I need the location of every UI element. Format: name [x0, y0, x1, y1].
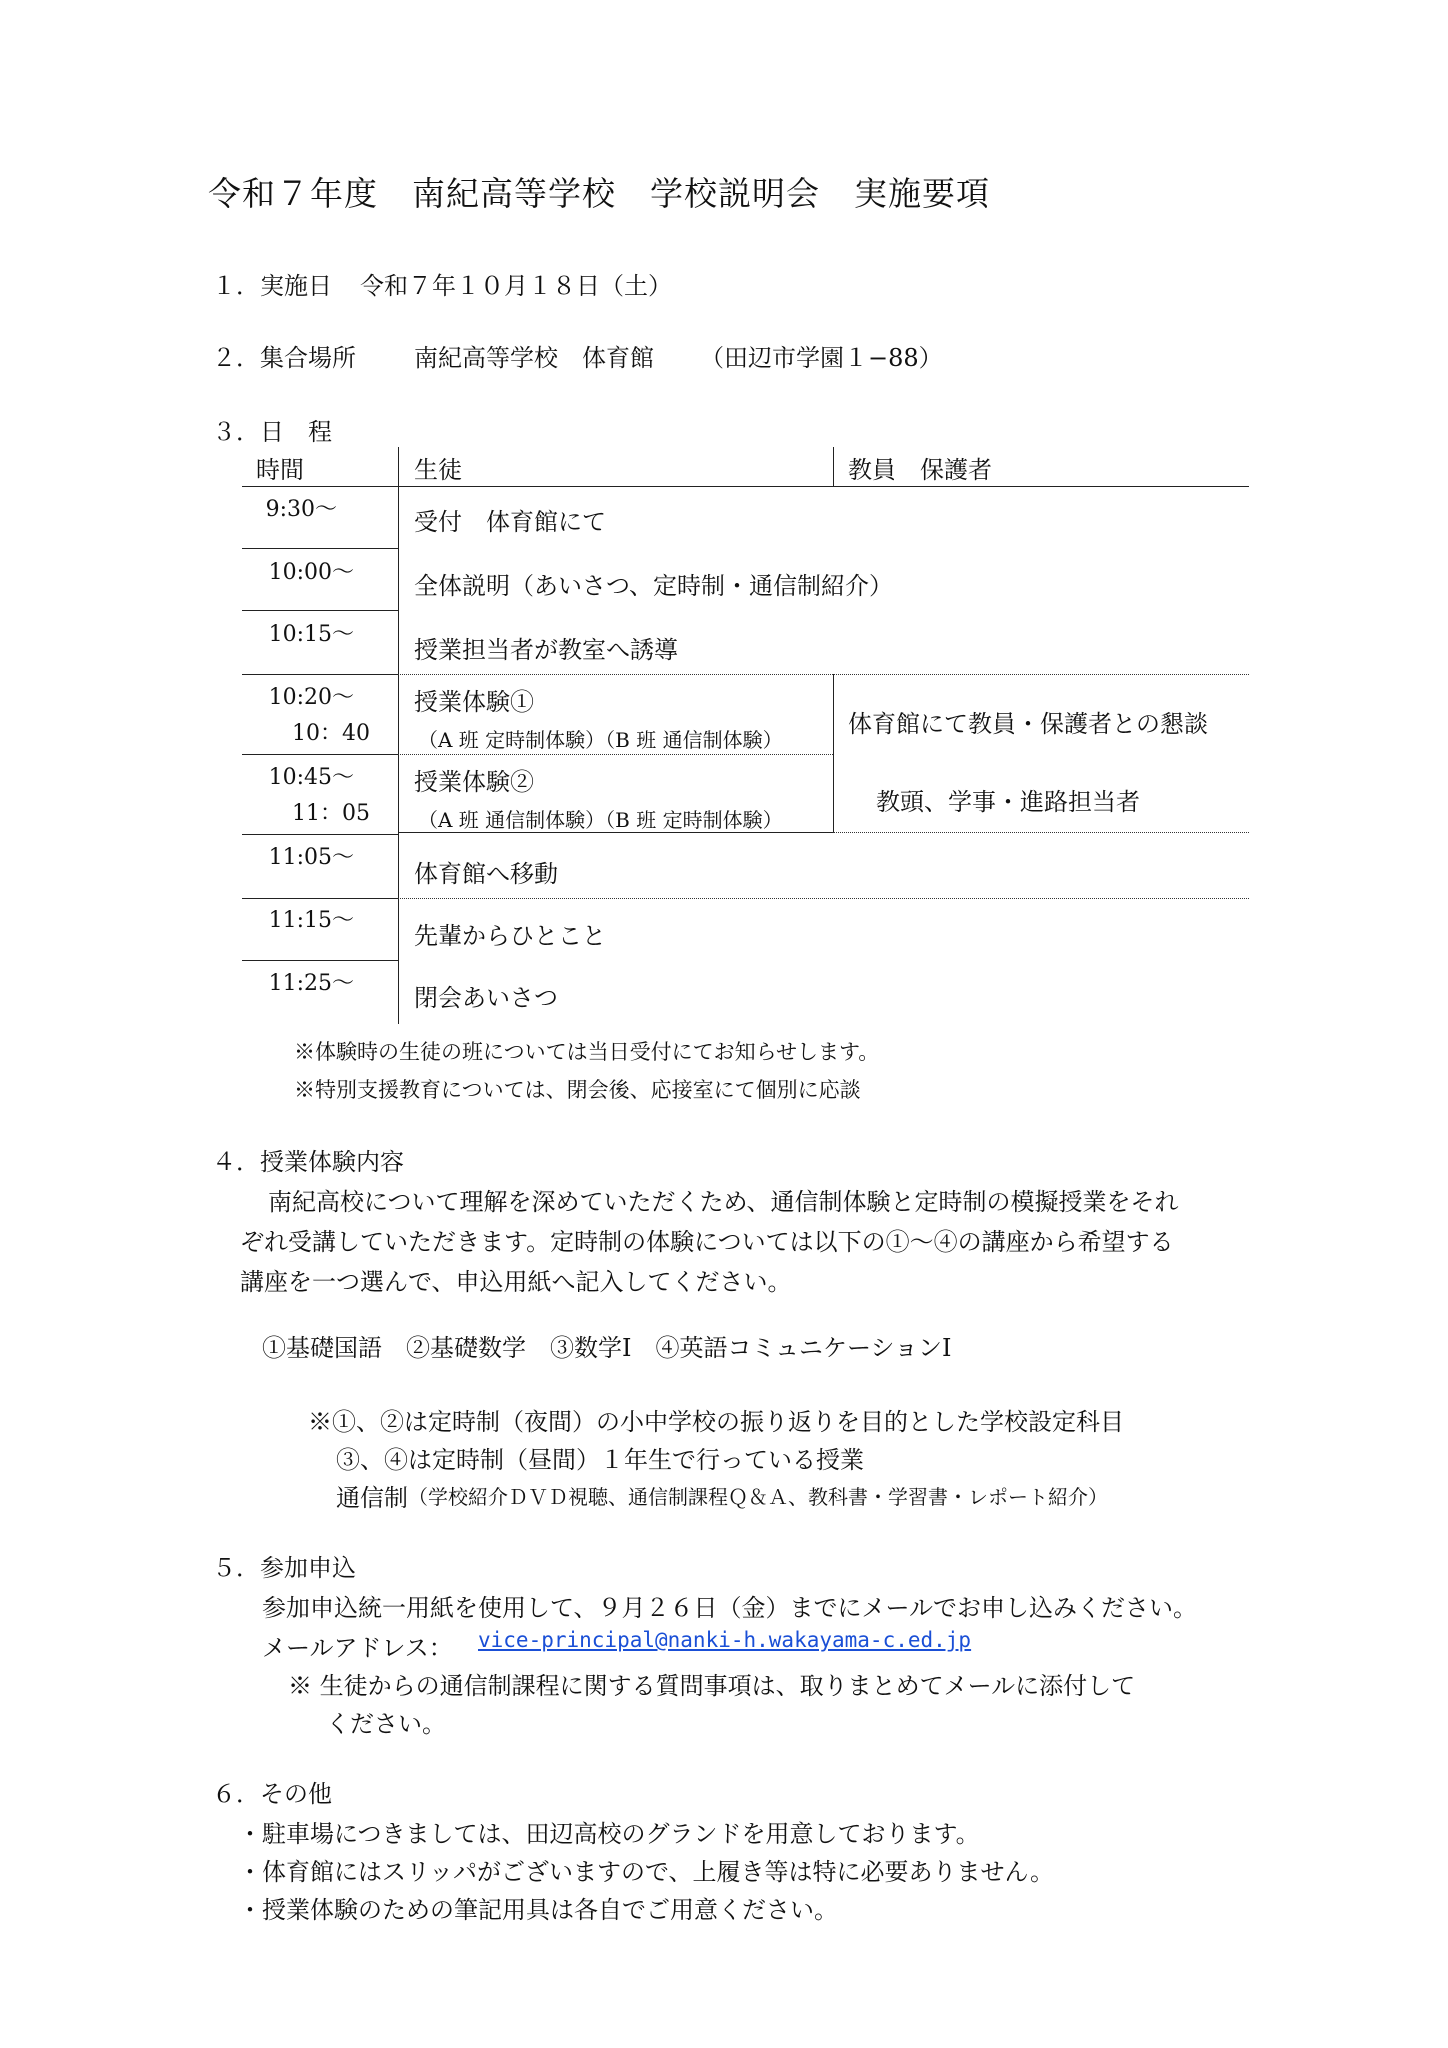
header-time: 時間 [256, 456, 304, 484]
row-time: 11:15〜 [268, 908, 354, 933]
schedule-note: ※特別支援教育については、閉会後、応接室にて個別に応談 [294, 1078, 861, 1102]
row-time: 11:05〜 [268, 845, 354, 870]
time-column-divider [398, 447, 399, 1024]
row-rule [242, 754, 398, 755]
section1-heading: １．実施日 [212, 272, 332, 300]
row-rule-dotted [398, 898, 1249, 899]
email-note: ※ 生徒からの通信制課程に関する質問事項は、取りまとめてメールに添付して [288, 1672, 1136, 1700]
row-rule [242, 834, 398, 835]
section4-paragraph-line: ぞれ受講していただきます。定時制の体験については以下の①〜④の講座から希望する [240, 1228, 1174, 1256]
correspondence-detail: （学校紹介ＤＶＤ視聴、通信制課程Ｑ＆Ａ、教科書・学習書・レポート紹介） [408, 1485, 1108, 1509]
header-staff: 教員 保護者 [848, 456, 992, 484]
row-text: 授業体験① [414, 688, 534, 716]
header-students: 生徒 [414, 456, 462, 484]
other-item: ・授業体験のための筆記用具は各自でご用意ください。 [238, 1896, 838, 1924]
section2-heading: ２．集合場所 [212, 344, 356, 372]
row-rule [242, 610, 398, 611]
email-label: メールアドレス： [262, 1634, 453, 1662]
section4-heading: ４．授業体験内容 [212, 1148, 404, 1176]
schedule-note: ※体験時の生徒の班については当日受付にてお知らせします。 [294, 1040, 880, 1064]
row-time-end: 10：40 [292, 721, 370, 746]
application-instructions: 参加申込統一用紙を使用して、９月２６日（金）までにメールでお申し込みください。 [262, 1594, 1198, 1622]
section4-paragraph-line: 講座を一つ選んで、申込用紙へ記入してください。 [240, 1268, 792, 1296]
row-rule [242, 960, 398, 961]
section4-paragraph-line: 南紀高校について理解を深めていただくため、通信制体験と定時制の模擬授業をそれ [268, 1188, 1179, 1216]
staff-members: 教頭、学事・進路担当者 [876, 788, 1140, 816]
row-text: 受付 体育館にて [414, 508, 606, 536]
row-rule [242, 548, 398, 549]
row-text: 先輩からひとこと [414, 922, 606, 950]
row-text: 授業担当者が教室へ誘導 [414, 636, 678, 664]
row-time: 10:20〜 [268, 685, 354, 710]
row-text: 体育館へ移動 [414, 860, 558, 888]
row-text: 授業体験② [414, 768, 534, 796]
row-time: 10:45〜 [268, 765, 354, 790]
staff-meeting: 体育館にて教員・保護者との懇談 [848, 710, 1208, 738]
section5-heading: ５．参加申込 [212, 1554, 356, 1582]
row-rule-dotted [398, 674, 1249, 675]
header-rule [242, 486, 1249, 487]
course-note: ※①、②は定時制（夜間）の小中学校の振り返りを目的とした学校設定科目 [308, 1408, 1124, 1436]
staff-header-divider [833, 447, 834, 487]
row-rule [242, 898, 398, 899]
section6-heading: ６．その他 [212, 1780, 332, 1808]
row-time-end: 11：05 [292, 801, 370, 826]
row-subtext: （A 班 定時制体験）（B 班 通信制体験） [418, 728, 783, 752]
other-item: ・体育館にはスリッパがございますので、上履き等は特に必要ありません。 [238, 1858, 1054, 1886]
email-note-cont: ください。 [326, 1710, 446, 1738]
correspondence-label: 通信制 [336, 1484, 408, 1512]
row-time: 11:25〜 [268, 971, 354, 996]
row-rule-dotted [833, 832, 1249, 833]
page-title: 令和７年度 南紀高等学校 学校説明会 実施要項 [208, 174, 990, 213]
row-rule [242, 674, 398, 675]
row-text: 閉会あいさつ [414, 984, 558, 1012]
row-text: 全体説明（あいさつ、定時制・通信制紹介） [414, 572, 894, 600]
email-link[interactable]: vice-principal@nanki-h.wakayama-c.ed.jp [478, 1628, 972, 1652]
row-rule-dotted [398, 754, 833, 755]
row-time: 9:30〜 [265, 497, 337, 522]
course-note: ③、④は定時制（昼間）１年生で行っている授業 [336, 1446, 864, 1474]
meeting-address: （田辺市学園１−88） [700, 344, 943, 372]
row-rule [398, 832, 833, 833]
row-time: 10:15〜 [268, 622, 354, 647]
section3-heading: ３．日 程 [212, 418, 332, 446]
other-item: ・駐車場につきましては、田辺高校のグランドを用意しております。 [238, 1820, 980, 1848]
row-subtext: （A 班 通信制体験）（B 班 定時制体験） [418, 808, 783, 832]
meeting-place: 南紀高等学校 体育館 [414, 344, 654, 372]
course-list: ①基礎国語 ②基礎数学 ③数学Ⅰ ④英語コミュニケーションⅠ [262, 1334, 952, 1362]
row-time: 10:00〜 [268, 560, 354, 585]
staff-column-divider [833, 674, 834, 832]
event-date: 令和７年１０月１８日（土） [360, 272, 672, 300]
